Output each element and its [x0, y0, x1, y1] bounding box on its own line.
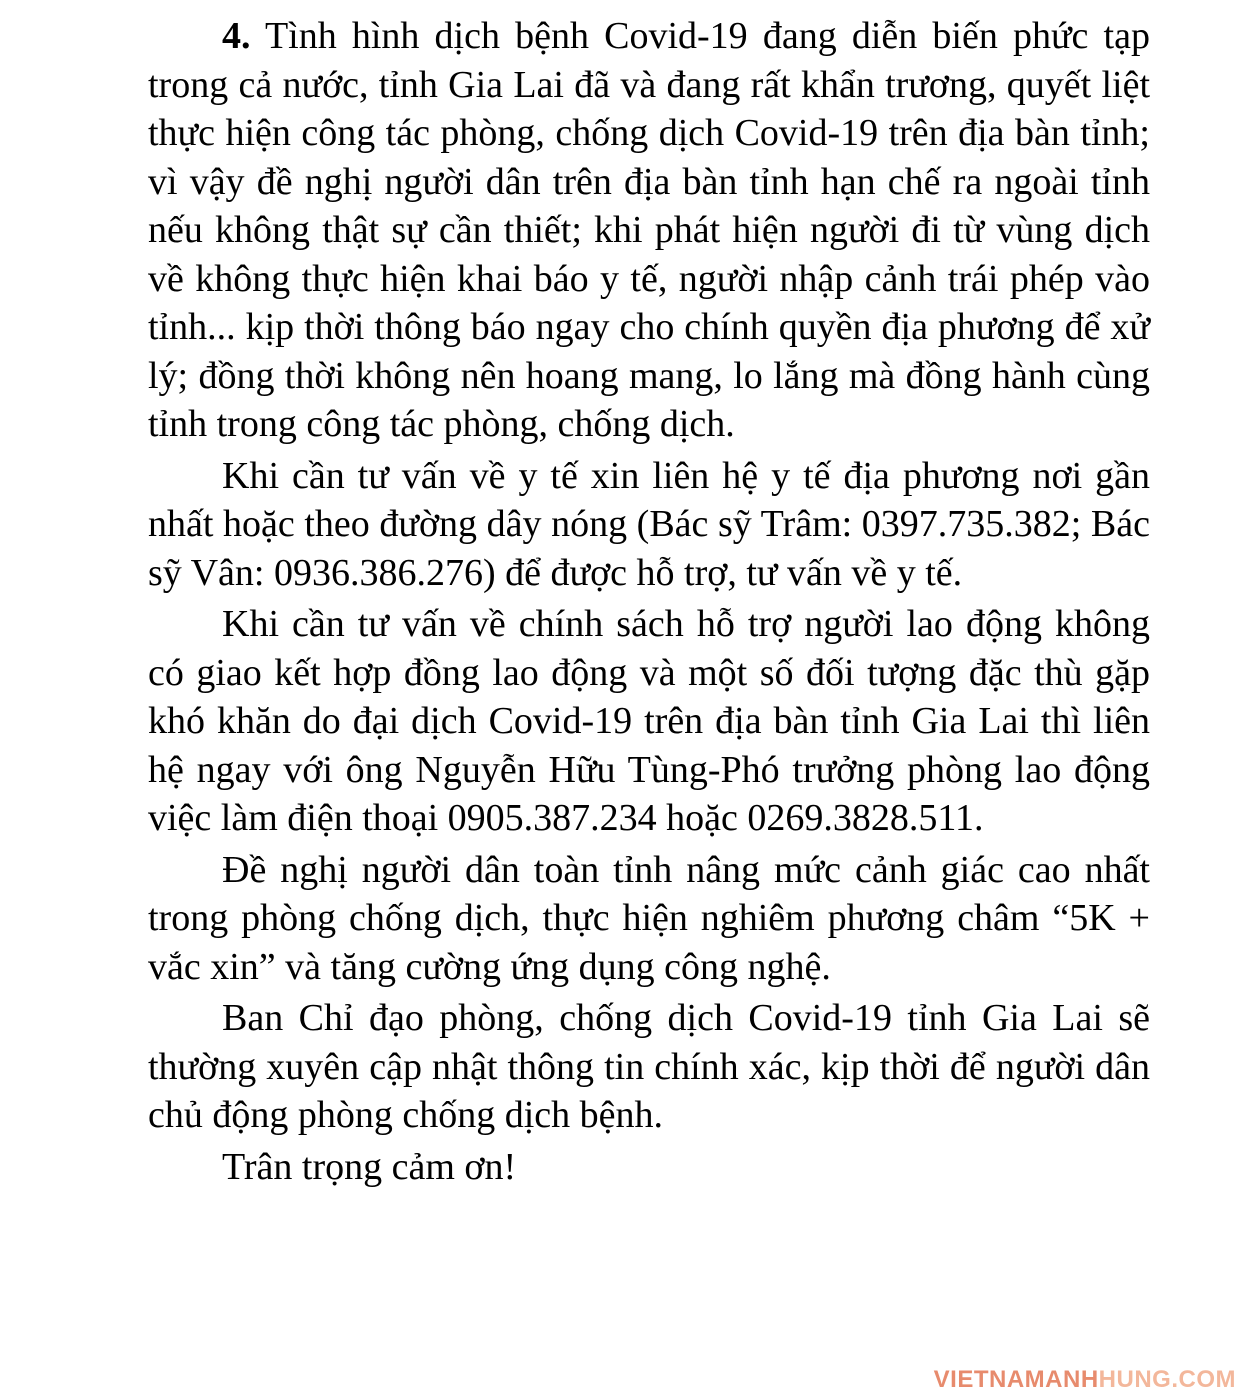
section-number: 4. [222, 15, 251, 57]
watermark [934, 1366, 1236, 1394]
watermark-part-2: HUNG.COM [1098, 1366, 1236, 1393]
watermark-part-1: VIETNAMANH [933, 1366, 1099, 1393]
paragraph-section-4 [148, 12, 1150, 449]
paragraph-labor-support: Khi cần tư vấn về chính sách hỗ trợ người lao động không có giao kết hợp đồng lao động và một số đối tượng đặc thù gặp khó khăn do đại dịch Covid-19 trên địa bàn tỉnh Gia Lai thì liên hệ ngay với ông Nguyễn Hữu Tùng-Phó trưởng phòng lao động việc làm điện thoại 0905.387.234 hoặc 0269.3828.511. [148, 603, 1150, 839]
document-body [148, 12, 1150, 1194]
paragraph-text: Tình hình dịch bệnh Covid-19 đang diễn biến phức tạp trong cả nước, tỉnh Gia Lai đã và đang rất khẩn trương, quyết liệt thực hiện công tác phòng, chống dịch Covid-19 trên địa bàn tỉnh; vì vậy đề nghị người dân trên địa bàn tỉnh hạn chế ra ngoài tỉnh nếu không thật sự cần thiết; khi phát hiện người đi từ vùng dịch về không thực hiện khai báo y tế, người nhập cảnh trái phép vào tỉnh... kịp thời thông báo ngay cho chính quyền địa phương để xử lý; đồng thời không nên hoang mang, lo lắng mà đồng hành cùng tỉnh trong công tác phòng, chống dịch. [148, 15, 1150, 445]
paragraph-medical-hotline: Khi cần tư vấn về y tế xin liên hệ y tế địa phương nơi gần nhất hoặc theo đường dây nóng (Bác sỹ Trâm: 0397.735.382; Bác sỹ Vân: 0936.386.276) để được hỗ trợ, tư vấn về y tế. [148, 454, 1150, 594]
paragraph-thanks: Trân trọng cảm ơn! [222, 1145, 517, 1188]
paragraph-vigilance: Đề nghị người dân toàn tỉnh nâng mức cảnh giác cao nhất trong phòng chống dịch, thực hiện nghiêm phương châm “5K + vắc xin” và tăng cường ứng dụng công nghệ. [148, 848, 1150, 988]
paragraph-steering-committee: Ban Chỉ đạo phòng, chống dịch Covid-19 tỉnh Gia Lai sẽ thường xuyên cập nhật thông tin chính xác, kịp thời để người dân chủ động phòng chống dịch bệnh. [148, 997, 1150, 1136]
